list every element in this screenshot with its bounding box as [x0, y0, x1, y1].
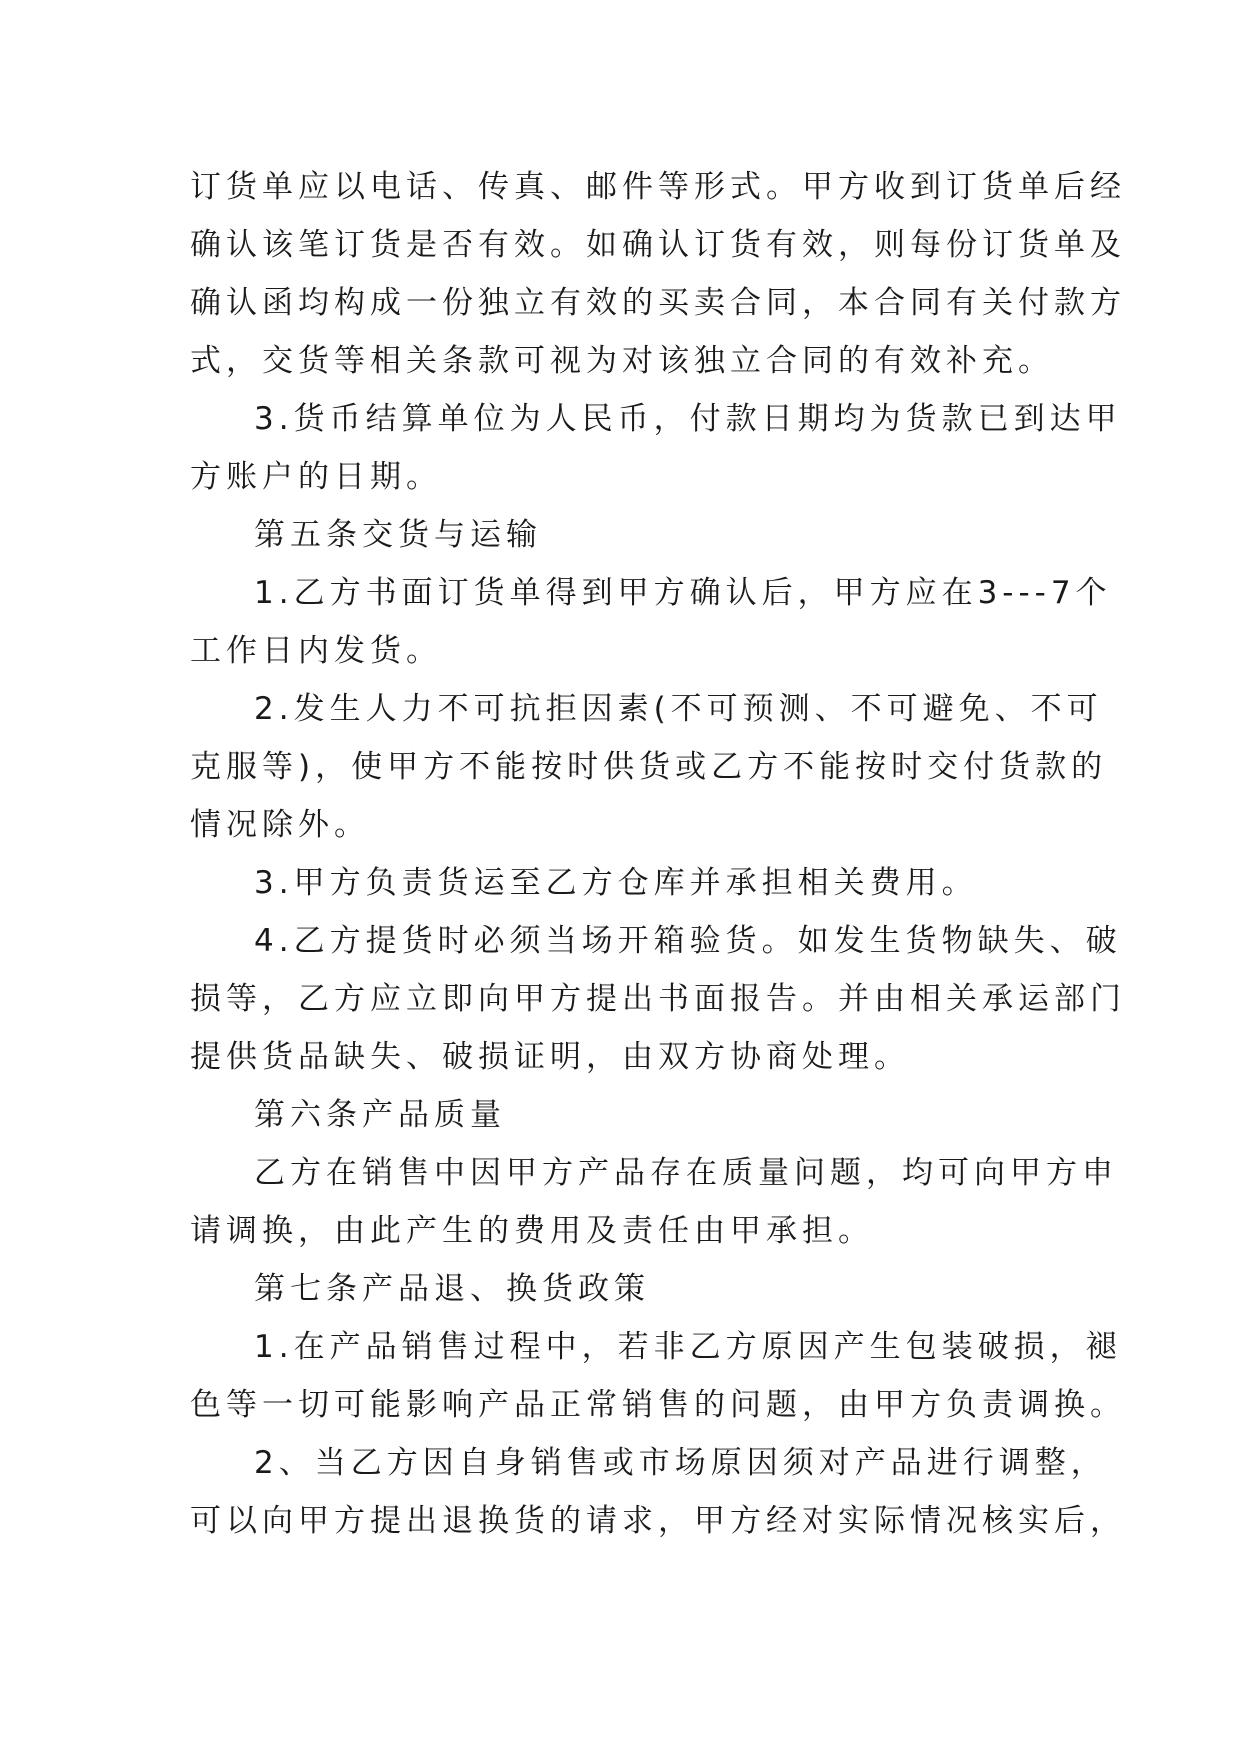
- text-line: 方账户的日期。: [190, 459, 442, 495]
- paragraph-first-line: 1.乙方书面订货单得到甲方确认后，甲方应在3---7个: [254, 575, 1112, 611]
- paragraph-first-line: 2.发生人力不可抗拒因素(不可预测、不可避免、不可: [254, 691, 1103, 727]
- text-line: 色等一切可能影响产品正常销售的问题，由甲方负责调换。: [190, 1387, 1126, 1423]
- document-body: [190, 158, 1126, 1550]
- text-line: 可以向甲方提出退换货的请求，甲方经对实际情况核实后，: [190, 1503, 1126, 1539]
- text-line: 确认函均构成一份独立有效的买卖合同，本合同有关付款方: [190, 285, 1126, 321]
- paragraph-first-line: 乙方在销售中因甲方产品存在质量问题，均可向甲方申: [254, 1155, 1118, 1191]
- text-line: 订货单应以电话、传真、邮件等形式。甲方收到订货单后经: [190, 169, 1126, 205]
- section-heading: 第五条交货与运输: [254, 517, 542, 553]
- text-line: 式，交货等相关条款可视为对该独立合同的有效补充。: [190, 343, 1054, 379]
- text-line: 请调换，由此产生的费用及责任由甲承担。: [190, 1213, 874, 1249]
- paragraph-first-line: 3.货币结算单位为人民币，付款日期均为货款已到达甲: [254, 401, 1122, 437]
- paragraph-first-line: 3.甲方负责货运至乙方仓库并承担相关费用。: [254, 865, 978, 901]
- text-line: 工作日内发货。: [190, 633, 442, 669]
- text-line: 克服等)，使甲方不能按时供货或乙方不能按时交付货款的: [190, 749, 1108, 785]
- section-heading: 第六条产品质量: [254, 1097, 506, 1133]
- text-line: 确认该笔订货是否有效。如确认订货有效，则每份订货单及: [190, 227, 1126, 263]
- paragraph-first-line: 1.在产品销售过程中，若非乙方原因产生包装破损，褪: [254, 1329, 1122, 1365]
- text-line: 损等，乙方应立即向甲方提出书面报告。并由相关承运部门: [190, 981, 1126, 1017]
- paragraph-first-line: 4.乙方提货时必须当场开箱验货。如发生货物缺失、破: [254, 923, 1122, 959]
- text-line: 情况除外。: [190, 807, 370, 843]
- text-line: 提供货品缺失、破损证明，由双方协商处理。: [190, 1039, 910, 1075]
- paragraph-first-line: 2、当乙方因自身销售或市场原因须对产品进行调整，: [254, 1445, 1107, 1481]
- section-heading: 第七条产品退、换货政策: [254, 1271, 650, 1307]
